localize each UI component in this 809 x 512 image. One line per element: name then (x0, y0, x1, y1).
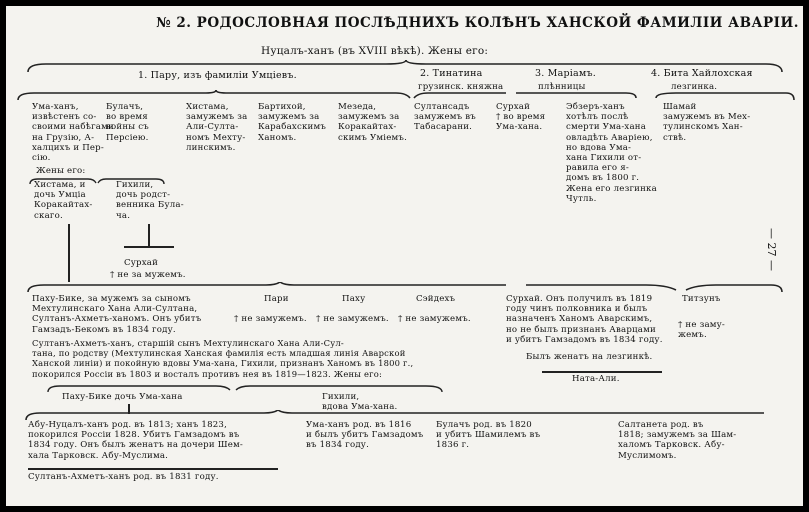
connector-line (148, 224, 150, 246)
person-sultansad: Султансадъ замужемъ въ Табасарани. (414, 102, 476, 133)
person-mezeda: Мезеда, замужемъ за Коракайтах- скимъ Уміемъ. (338, 102, 408, 143)
connector-line (124, 246, 174, 248)
person-pari-note: † не замужемъ. (234, 314, 307, 324)
person-gikhili-widow: Гихили, вдова Ума-хана. (322, 392, 398, 413)
person-bartikhoy: Бартихой, замужемъ за Карабахскимъ Ханомъ. (258, 102, 327, 143)
connector-line (28, 468, 278, 470)
person-pakhu-note: † не замужемъ. (316, 314, 389, 324)
wife-2-note: грузинск. княжна (418, 82, 504, 92)
connector-line (68, 224, 70, 282)
person-saltaneta: Салтанета род. въ 1818; замужемъ за Шам- халомъ Тарковск. Абу- Муслимомъ. (618, 420, 737, 461)
person-surkhay-3-wife: Былъ женатъ на лезгинкѣ. (526, 352, 653, 362)
person-gikhili-wife: Гихили, дочь родст- венника Була- ча. (116, 180, 184, 221)
person-pari: Пари (264, 294, 289, 304)
person-pakhu-bike: Паху-Бике, за мужемъ за сыномъ Мехтулинскаго Хана Али-Султана, Султанъ-Ахметъ-ханомъ. Онъ убитъ Гамзадъ-Бекомъ въ 1834 году. (32, 294, 202, 335)
wife-3-note: плѣнницы (538, 82, 586, 92)
connector-line (542, 371, 662, 373)
person-pakhu: Паху (342, 294, 366, 304)
wife-2-name: 2. Тинатина (420, 68, 483, 79)
document-page (6, 6, 803, 506)
person-khistama: Хистама, замужемъ за Али-Султа- номъ Мехту- линскимъ. (186, 102, 248, 153)
person-titsun: Титзунъ (682, 294, 721, 304)
person-khistama-wife: Хистама, и дочь Умціа Коракайтах- скаго. (34, 180, 93, 221)
person-ebzer-khan: Эбзеръ-ханъ хотѣлъ послѣ смерти Ума-хана овладѣть Аваріею, но вдова Ума- хана Гихили от- равила его я- домъ въ 1800 г. Жена его лезгинка Чутль. (566, 102, 657, 204)
wife-3-name: 3. Маріамъ. (535, 68, 596, 79)
person-bulach: Булачъ, во время войны съ Персіею. (106, 102, 149, 143)
person-pakhu-bike-wife: Паху-Бике дочь Ума-хана (62, 392, 183, 402)
person-uma-khan: Ума-ханъ, извѣстенъ со- своими набѣгами на Грузію, А- халцихъ и Пер- сію. (32, 102, 114, 164)
page-title: № 2. РОДОСЛОВНАЯ ПОСЛѢДНИХЪ КОЛѢНЪ ХАНСКОЙ ФАМИЛІИ АВАРІИ. (156, 15, 799, 31)
children-brace (16, 90, 796, 102)
person-shamay: Шамай замужемъ въ Мех- тулинскомъ Хан- ствѣ. (663, 102, 751, 143)
wife-4-note: лезгинка. (671, 82, 718, 92)
person-seydekh: Сэйдехъ (416, 294, 456, 304)
page-subtitle: Нуцалъ-ханъ (въ XVIII вѣкѣ). Жены его: (261, 45, 489, 57)
person-seydekh-note: † не замужемъ. (398, 314, 471, 324)
wife-4-name: 4. Бита Хайлохская (651, 68, 753, 79)
wife-1: 1. Пару, изъ фамиліи Умціевъ. (138, 70, 297, 81)
person-abu-nutsal-khan: Абу-Нуцалъ-ханъ род. въ 1813; ханъ 1823, покорился Россіи 1828. Убитъ Гамзадомъ въ 1834 году. Онъ былъ женатъ на дочери Шем- хала Тарковск. Абу-Муслима. (28, 420, 243, 461)
person-surkhay-3: Сурхай. Онъ получилъ въ 1819 году чинъ полковника и былъ назначенъ Ханомъ Аварскимъ, но не былъ признанъ Аварцами и убитъ Гамзадомъ въ 1834 году. (506, 294, 663, 345)
person-surkhay-2: Сурхай (124, 258, 159, 268)
person-titsun-note: † не заму- жемъ. (678, 320, 726, 341)
person-sultan-ahmet-khan-2: Султанъ-Ахметъ-ханъ род. въ 1831 году. (28, 472, 219, 482)
person-nata-ali: Ната-Али. (572, 374, 620, 384)
gen2-brace (26, 282, 786, 294)
person-surkhay: Сурхай † во время Ума-хана. (496, 102, 546, 133)
person-surkhay-2-note: † не за мужемъ. (110, 270, 186, 280)
person-sultan-ahmet-khan: Султанъ-Ахметъ-ханъ, старшій сынъ Мехтулинскаго Хана Али-Сул- тана, по родству (Мехтулинская Ханская фамилія есть младшая линія Аварской Ханской линіи) и покойную вдовы Ума-хана, Гихили, признанъ Ханомъ въ 1800 г., покорился Россіи въ 1803 и восталъ противъ нея въ 1819—1823. Жены его: (32, 338, 414, 379)
uma-wives-label: Жены его: (36, 166, 86, 176)
person-uma-khan-2: Ума-ханъ род. въ 1816 и былъ убитъ Гамзадомъ въ 1834 году. (306, 420, 424, 451)
person-bulach-2: Булачъ род. въ 1820 и убитъ Шамилемъ въ 1836 г. (436, 420, 541, 451)
page-number: — 27 — (765, 228, 778, 271)
